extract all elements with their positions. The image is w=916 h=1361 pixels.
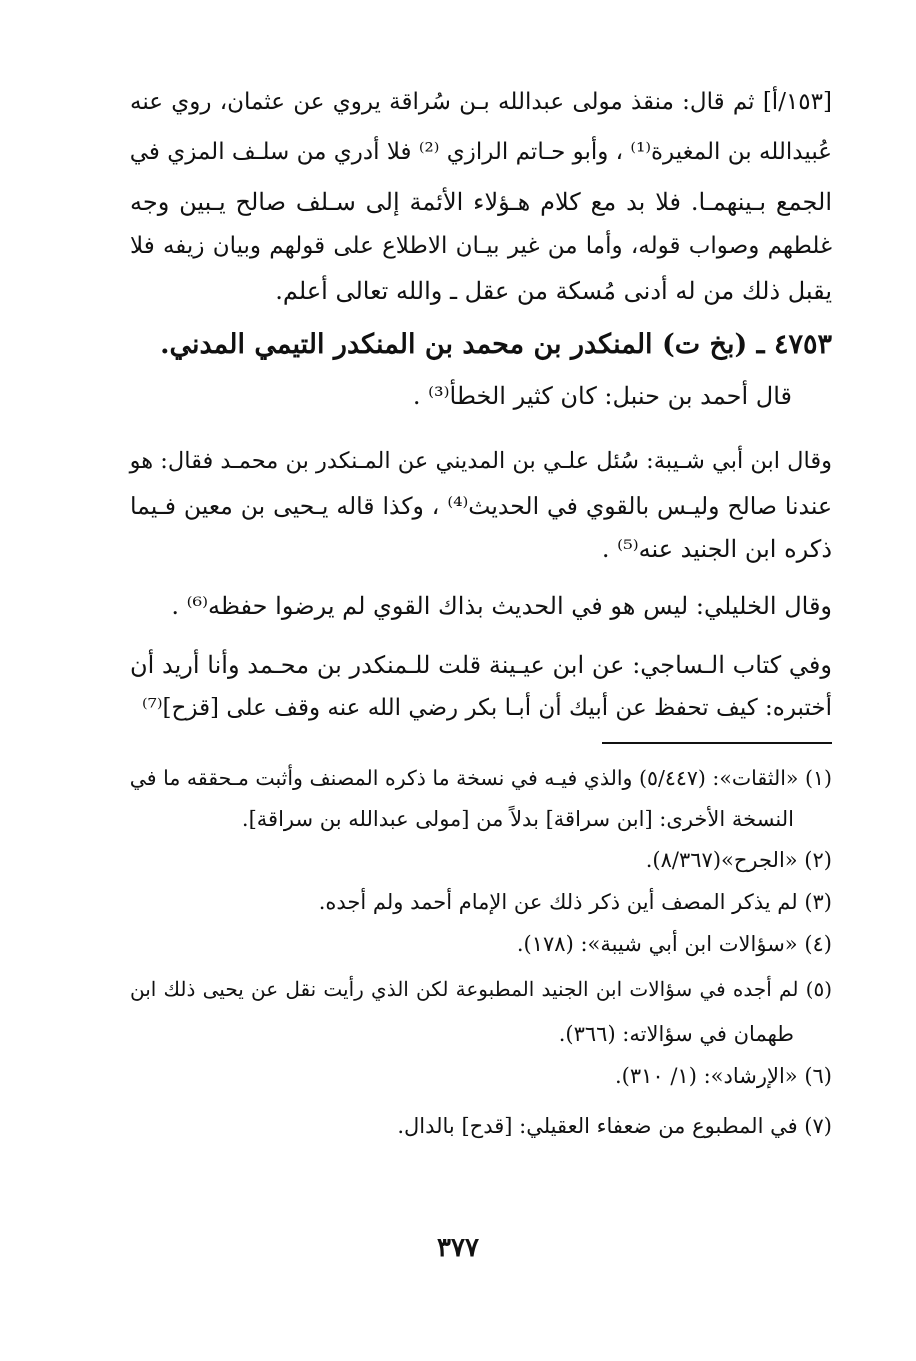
footnote-2: (٢) «الجرح»(٨/٣٦٧).	[645, 848, 832, 872]
paragraph-abi-shaiba-line-3: ذكره ابن الجنيد عنه⁽⁵⁾ .	[601, 535, 832, 563]
entry-heading: ٤٧٥٣ ـ (بخ ت) المنكدر بن محمد بن المنكدر التيمي المدني.	[160, 329, 832, 360]
footnote-1-line-1: (١) «الثقات»: (٥/٤٤٧) والذي فيـه في نسخة ما ذكره المصنف وأثبت مـحققه ما في	[129, 766, 832, 790]
body-line-4: غلطهم وصواب قوله، وأما من غير بيـان الاطلاع على قولهم وبيان زيفه فلا	[130, 233, 832, 259]
footnote-5-line-2: طهمان في سؤالاته: (٣٦٦).	[558, 1022, 794, 1046]
footnote-separator	[602, 742, 832, 744]
paragraph-abi-shaiba-line-2: عندنا صالح وليـس بالقوي في الحديث⁽⁴⁾ ، وكذا قاله يـحيى بن معين فـيما	[130, 492, 832, 520]
footnote-3: (٣) لم يذكر المصف أين ذكر ذلك عن الإمام أحمد ولم أجده.	[318, 890, 832, 914]
footnote-5-line-1: (٥) لم أجده في سؤالات ابن الجنيد المطبوعة لكن الذي رأيت نقل عن يحيى ذلك ابن	[130, 977, 832, 1001]
body-line-2: عُبيدالله بن المغيرة⁽¹⁾ ، وأبو حـاتم الرازي ⁽²⁾ فلا أدري من سلـف المزي في	[129, 139, 832, 165]
paragraph-abi-shaiba-line-1: وقال ابن أبي شـيبة: سُئل علـي بن المديني عن المـنكدر بن محمـد فقال: هو	[129, 448, 832, 474]
paragraph-saji-line-1: وفي كتاب الـساجي: عن ابن عيـينة قلت للـمنكدر بن محـمد وأنا أريد أن	[130, 651, 832, 679]
paragraph-khalili: وقال الخليلي: ليس هو في الحديث بذاك القوي لم يرضوا حفظه⁽⁶⁾ .	[171, 592, 832, 620]
page-number: ٣٧٧	[437, 1233, 479, 1263]
footnote-6: (٦) «الإرشاد»: (١/ ٣١٠).	[614, 1064, 832, 1088]
paragraph-saji-line-2: أختبره: كيف تحفظ عن أبيك أن أبـا بكر رضي الله عنه وقف على [قزح]⁽⁷⁾	[142, 695, 832, 721]
footnote-1-line-2: النسخة الأخرى: [ابن سراقة] بدلاً من [مولى عبدالله بن سراقة].	[241, 807, 794, 831]
body-line-1: [١٥٣/أ] ثم قال: منقذ مولى عبدالله بـن سُراقة يروي عن عثمان، روي عنه	[130, 89, 832, 115]
body-line-5: يقبل ذلك من له أدنى مُسكة من عقل ـ والله تعالى أعلم.	[275, 277, 832, 305]
paragraph-ahmad: قال أحمد بن حنبل: كان كثير الخطأ⁽³⁾ .	[412, 382, 792, 410]
footnote-4: (٤) «سؤالات ابن أبي شيبة»: (١٧٨).	[516, 932, 832, 956]
footnote-7: (٧) في المطبوع من ضعفاء العقيلي: [قدح] بالدال.	[397, 1114, 832, 1138]
body-line-3: الجمع بـينهمـا. فلا بد مع كلام هـؤلاء الأئمة إلى سـلف صالح يـبين وجه	[130, 188, 832, 216]
